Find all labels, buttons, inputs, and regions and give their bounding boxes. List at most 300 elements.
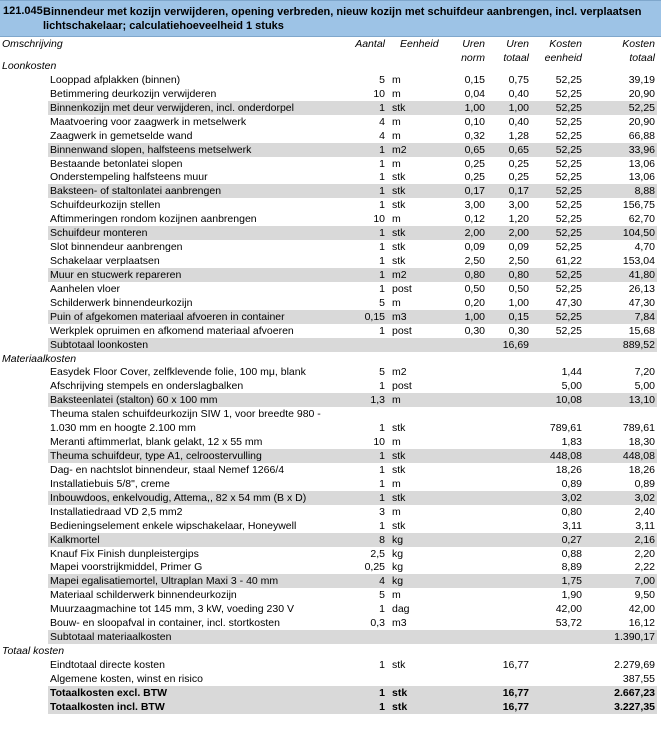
cell-aantal: 4 [379, 129, 385, 142]
cell-kosten-eenheid: 5,00 [561, 380, 582, 393]
table-row [0, 533, 661, 547]
cell-kosten-totaal: 62,70 [628, 213, 655, 226]
cell-description: Bedieningselement enkele wipschakelaar, Honeywell [50, 519, 297, 532]
cell-kosten-eenheid: 10,08 [555, 394, 582, 407]
cell-eenheid: stk [392, 463, 406, 476]
cell-description: Mapei egalisatiemortel, Ultraplan Maxi 3 - 40 mm [50, 575, 279, 588]
cell-kosten-eenheid: 52,25 [555, 324, 582, 337]
cell-aantal: 0,3 [370, 617, 385, 630]
cell-kosten-totaal: 7,00 [634, 575, 655, 588]
cell-kosten-totaal: 7,20 [634, 366, 655, 379]
table-row [0, 686, 661, 700]
cell-kosten-totaal: 2,16 [634, 533, 655, 546]
cell-kosten-eenheid: 52,25 [555, 115, 582, 128]
table-row [0, 157, 661, 171]
cell-description: Inbouwdoos, enkelvoudig, Attema,, 82 x 54 mm (B x D) [50, 491, 307, 504]
cell-uren-norm: 0,09 [464, 241, 485, 254]
table-row [0, 87, 661, 101]
cell-description: Eindtotaal directe kosten [50, 658, 165, 671]
cell-kosten-eenheid: 8,89 [561, 561, 582, 574]
cell-description: 1.030 mm en hoogte 2.100 mm [50, 422, 196, 435]
cell-kosten-totaal: 47,30 [628, 296, 655, 309]
cell-kosten-totaal: 13,06 [628, 171, 655, 184]
table-row [0, 407, 661, 421]
table-row [0, 630, 661, 644]
item-title: Binnendeur met kozijn verwijderen, opening verbreden, nieuw kozijn met schuifdeur aanbrengen, incl. verplaatsen lichtschakelaar; calculatiehoeveelheid 1 stuks [43, 6, 642, 32]
cell-uren-norm: 0,30 [464, 324, 485, 337]
cell-description: Maatvoering voor zaagwerk in metselwerk [50, 115, 247, 128]
cell-kosten-totaal: 2,20 [634, 547, 655, 560]
cell-description: Schilderwerk binnendeurkozijn [50, 296, 193, 309]
table-row [0, 700, 661, 714]
cell-description: Muurzaagmachine tot 145 mm, 3 kW, voeding 230 V [50, 603, 294, 616]
cell-eenheid: m2 [392, 143, 407, 156]
cell-kosten-eenheid: 1,75 [561, 575, 582, 588]
cell-kosten-totaal: 2,40 [634, 505, 655, 518]
cell-kosten-totaal: 2.667,23 [614, 686, 655, 699]
table-row [0, 268, 661, 282]
cell-description: Binnenwand slopen, halfsteens metselwerk [50, 143, 252, 156]
cell-uren-totaal: 0,17 [508, 185, 529, 198]
cell-uren-totaal: 2,50 [508, 255, 529, 268]
cell-kosten-totaal: 42,00 [628, 603, 655, 616]
cell-aantal: 4 [379, 575, 385, 588]
cell-kosten-totaal: 9,50 [634, 589, 655, 602]
cell-eenheid: m [392, 505, 401, 518]
cell-kosten-eenheid: 42,00 [555, 603, 582, 616]
cell-kosten-totaal: 789,61 [622, 422, 655, 435]
table-row [0, 73, 661, 87]
item-code: 121.045 [3, 5, 43, 17]
cell-eenheid: m [392, 73, 401, 86]
cell-aantal: 1 [379, 268, 385, 281]
table-row [0, 282, 661, 296]
cell-eenheid: stk [392, 227, 406, 240]
cell-kosten-eenheid: 52,25 [555, 227, 582, 240]
cell-eenheid: m [392, 394, 401, 407]
cell-description: Baksteen- of staltonlatei aanbrengen [50, 185, 222, 198]
section-heading [0, 352, 661, 366]
table-row [0, 212, 661, 226]
cell-eenheid: m [392, 589, 401, 602]
table-row [0, 477, 661, 491]
cell-kosten-totaal: 104,50 [622, 227, 655, 240]
cell-kosten-eenheid: 52,25 [555, 310, 582, 323]
cell-uren-totaal: 1,00 [508, 101, 529, 114]
cell-description: Slot binnendeur aanbrengen [50, 241, 183, 254]
table-row [0, 310, 661, 324]
cell-eenheid: m [392, 157, 401, 170]
cell-eenheid: stk [392, 171, 406, 184]
table-row [0, 421, 661, 435]
cell-kosten-totaal: 26,13 [628, 282, 655, 295]
table-row [0, 547, 661, 561]
cell-aantal: 1 [379, 101, 385, 114]
cell-description: Aftimmeringen rondom kozijnen aanbrengen [50, 213, 257, 226]
cell-kosten-eenheid: 52,25 [555, 282, 582, 295]
cell-description: Werkplek opruimen en afkomend materiaal afvoeren [50, 324, 294, 337]
section-label: Materiaalkosten [2, 352, 77, 365]
cell-uren-norm: 1,00 [464, 101, 485, 114]
cell-kosten-totaal: 13,10 [628, 394, 655, 407]
cell-kosten-eenheid: 53,72 [555, 617, 582, 630]
col-kosten-eenheid-sub: eenheid [544, 52, 582, 64]
table-row [0, 101, 661, 115]
cell-kosten-totaal: 0,89 [634, 477, 655, 490]
section-heading [0, 59, 661, 73]
cell-aantal: 1 [379, 324, 385, 337]
cell-aantal: 2,5 [370, 547, 385, 560]
cell-aantal: 1 [379, 700, 385, 713]
cell-kosten-totaal: 66,88 [628, 129, 655, 142]
cell-kosten-totaal: 16,12 [628, 617, 655, 630]
cell-uren-norm: 0,04 [464, 87, 485, 100]
cell-uren-totaal: 16,77 [502, 686, 529, 699]
cell-aantal: 1 [379, 227, 385, 240]
cell-uren-norm: 0,50 [464, 282, 485, 295]
table-row [0, 198, 661, 212]
cell-description: Baksteenlatei (stalton) 60 x 100 mm [50, 394, 218, 407]
cell-kosten-totaal: 5,00 [634, 380, 655, 393]
cell-uren-totaal: 0,30 [508, 324, 529, 337]
cell-eenheid: post [392, 380, 412, 393]
cell-uren-totaal: 16,69 [502, 338, 529, 351]
cell-kosten-eenheid: 52,25 [555, 199, 582, 212]
cell-kosten-totaal: 20,90 [628, 87, 655, 100]
cell-eenheid: kg [392, 547, 404, 560]
cell-uren-totaal: 0,25 [508, 157, 529, 170]
table-row [0, 491, 661, 505]
cell-kosten-totaal: 20,90 [628, 115, 655, 128]
cell-uren-totaal: 16,77 [502, 658, 529, 671]
cell-aantal: 10 [373, 213, 385, 226]
cell-eenheid: m [392, 477, 401, 490]
table-row [0, 170, 661, 184]
cell-kosten-totaal: 3.227,35 [614, 700, 655, 713]
cell-kosten-totaal: 3,02 [634, 491, 655, 504]
cell-uren-norm: 1,00 [464, 310, 485, 323]
cell-aantal: 5 [379, 296, 385, 309]
cell-eenheid: stk [392, 185, 406, 198]
cell-uren-norm: 0,25 [464, 171, 485, 184]
cell-eenheid: kg [392, 575, 404, 588]
cell-kosten-totaal: 889,52 [622, 338, 655, 351]
table-row [0, 658, 661, 672]
cell-uren-norm: 0,20 [464, 296, 485, 309]
cell-description: Schuifdeurkozijn stellen [50, 199, 161, 212]
cell-uren-norm: 0,25 [464, 157, 485, 170]
cell-aantal: 5 [379, 589, 385, 602]
cell-description: Binnenkozijn met deur verwijderen, incl. onderdorpel [50, 101, 294, 114]
cell-aantal: 0,15 [364, 310, 385, 323]
cell-uren-norm: 0,80 [464, 268, 485, 281]
cell-eenheid: stk [392, 700, 408, 713]
table-row [0, 379, 661, 393]
cell-uren-totaal: 0,50 [508, 282, 529, 295]
cell-kosten-totaal: 2,22 [634, 561, 655, 574]
table-row [0, 393, 661, 407]
cell-description: Puin of afgekomen materiaal afvoeren in container [50, 310, 285, 323]
cell-uren-norm: 0,10 [464, 115, 485, 128]
cell-aantal: 1 [379, 171, 385, 184]
cell-eenheid: stk [392, 519, 406, 532]
cell-kosten-eenheid: 789,61 [549, 422, 582, 435]
col-omschrijving: Omschrijving [2, 38, 63, 50]
table-row [0, 143, 661, 157]
col-uren-totaal: Uren [506, 38, 529, 50]
col-kosten-eenheid: Kosten [549, 38, 582, 50]
cell-description: Schuifdeur monteren [50, 227, 148, 240]
cell-kosten-totaal: 52,25 [628, 101, 655, 114]
cell-uren-totaal: 1,00 [508, 296, 529, 309]
table-row [0, 505, 661, 519]
col-uren-norm-sub: norm [461, 52, 485, 64]
cell-uren-norm: 0,65 [464, 143, 485, 156]
cell-aantal: 1 [379, 491, 385, 504]
table-row [0, 254, 661, 268]
cell-description: Subtotaal materiaalkosten [50, 631, 172, 644]
cell-kosten-totaal: 15,68 [628, 324, 655, 337]
table-row [0, 519, 661, 533]
cell-aantal: 1 [379, 422, 385, 435]
cell-aantal: 4 [379, 115, 385, 128]
cell-kosten-totaal: 1.390,17 [614, 631, 655, 644]
table-row [0, 616, 661, 630]
col-eenheid: Eenheid [400, 38, 439, 50]
cell-aantal: 1 [379, 199, 385, 212]
cell-aantal: 1 [379, 686, 385, 699]
cell-kosten-totaal: 7,84 [634, 310, 655, 323]
cell-kosten-totaal: 8,88 [634, 185, 655, 198]
cell-aantal: 1 [379, 658, 385, 671]
cell-eenheid: kg [392, 561, 404, 574]
cell-uren-totaal: 0,15 [508, 310, 529, 323]
cell-aantal: 1 [379, 477, 385, 490]
cell-kosten-eenheid: 52,25 [555, 185, 582, 198]
cell-description: Theuma schuifdeur, type A1, celroostervulling [50, 450, 262, 463]
col-uren-norm: Uren [462, 38, 485, 50]
cell-eenheid: dag [392, 603, 410, 616]
cell-aantal: 10 [373, 87, 385, 100]
cell-kosten-eenheid: 0,80 [561, 505, 582, 518]
cell-eenheid: m [392, 436, 401, 449]
cell-eenheid: stk [392, 101, 406, 114]
cell-aantal: 1 [379, 282, 385, 295]
col-aantal: Aantal [355, 38, 385, 50]
cell-description: Materiaal schilderwerk binnendeurkozijn [50, 589, 237, 602]
table-row [0, 672, 661, 686]
item-header [0, 0, 661, 37]
cell-kosten-eenheid: 3,11 [562, 519, 582, 532]
cell-kosten-eenheid: 52,25 [555, 171, 582, 184]
col-kosten-totaal-sub: totaal [629, 52, 655, 64]
cell-kosten-totaal: 4,70 [634, 241, 655, 254]
table-row [0, 365, 661, 379]
cell-description: Dag- en nachtslot binnendeur, staal Nemef 1266/4 [50, 463, 285, 476]
cell-kosten-totaal: 18,26 [628, 463, 655, 476]
cell-description: Installatiedraad VD 2,5 mm2 [50, 505, 183, 518]
cell-uren-norm: 0,32 [464, 129, 485, 142]
cell-uren-totaal: 0,75 [508, 73, 529, 86]
cell-kosten-totaal: 18,30 [628, 436, 655, 449]
cell-aantal: 5 [379, 366, 385, 379]
cell-kosten-eenheid: 1,83 [561, 436, 582, 449]
cell-description: Afschrijving stempels en onderslagbalken [50, 380, 244, 393]
table-row [0, 338, 661, 352]
cell-eenheid: stk [392, 199, 406, 212]
cell-description: Looppad afplakken (binnen) [50, 73, 181, 86]
cell-eenheid: m2 [392, 366, 407, 379]
table-row [0, 463, 661, 477]
table-row [0, 240, 661, 254]
section-label: Loonkosten [2, 60, 57, 72]
cell-eenheid: stk [392, 241, 406, 254]
section-label: Totaal kosten [2, 645, 65, 658]
cell-aantal: 1 [379, 157, 385, 170]
cell-aantal: 1 [379, 380, 385, 393]
cell-kosten-eenheid: 52,25 [555, 129, 582, 142]
cell-description: Betimmering deurkozijn verwijderen [50, 87, 217, 100]
cell-description: Kalkmortel [50, 533, 100, 546]
cell-uren-totaal: 0,40 [508, 115, 529, 128]
cell-eenheid: stk [392, 422, 406, 435]
cell-uren-totaal: 3,00 [508, 199, 529, 212]
cell-description: Mapei voorstrijkmiddel, Primer G [50, 561, 203, 574]
cell-uren-norm: 0,17 [464, 185, 485, 198]
cell-aantal: 1 [379, 519, 385, 532]
cell-kosten-totaal: 156,75 [622, 199, 655, 212]
cell-kosten-eenheid: 448,08 [549, 450, 582, 463]
table-row [0, 226, 661, 240]
cell-description: Zaagwerk in gemetselde wand [50, 129, 193, 142]
cell-kosten-totaal: 13,06 [628, 157, 655, 170]
cell-description: Knauf Fix Finish dunpleistergips [50, 547, 199, 560]
cell-kosten-eenheid: 52,25 [555, 143, 582, 156]
cell-uren-totaal: 0,65 [508, 143, 529, 156]
cell-aantal: 1 [379, 463, 385, 476]
cell-description: Theuma stalen schuifdeurkozijn SIW 1, voor breedte 980 - [50, 408, 321, 421]
cell-aantal: 8 [379, 533, 385, 546]
cell-kosten-eenheid: 52,25 [555, 73, 582, 86]
cell-kosten-eenheid: 1,90 [561, 589, 582, 602]
cell-kosten-eenheid: 52,25 [555, 213, 582, 226]
cell-description: Easydek Floor Cover, zelfklevende folie, 100 mμ, blank [50, 366, 306, 379]
cell-kosten-totaal: 39,19 [628, 73, 655, 86]
cell-aantal: 0,25 [364, 561, 385, 574]
cell-uren-totaal: 16,77 [502, 700, 529, 713]
cell-eenheid: m [392, 213, 401, 226]
cell-uren-totaal: 2,00 [508, 227, 529, 240]
table-row [0, 588, 661, 602]
table-row [0, 296, 661, 310]
cell-uren-totaal: 1,20 [508, 213, 529, 226]
cell-eenheid: m [392, 87, 401, 100]
cell-eenheid: m [392, 296, 401, 309]
cell-eenheid: m [392, 129, 401, 142]
table-row [0, 115, 661, 129]
cell-aantal: 1 [379, 450, 385, 463]
cell-kosten-totaal: 3,11 [635, 519, 655, 532]
cell-uren-norm: 2,00 [464, 227, 485, 240]
cell-description: Schakelaar verplaatsen [50, 255, 160, 268]
cell-description: Installatiebuis 5/8", creme [50, 477, 170, 490]
table-row [0, 574, 661, 588]
cell-eenheid: kg [392, 533, 404, 546]
cell-eenheid: m [392, 115, 401, 128]
table-row [0, 602, 661, 616]
cell-description: Aanhelen vloer [50, 282, 121, 295]
cell-eenheid: m3 [392, 310, 407, 323]
cell-kosten-totaal: 41,80 [628, 268, 655, 281]
cell-kosten-eenheid: 61,22 [555, 255, 582, 268]
cell-kosten-totaal: 448,08 [622, 450, 655, 463]
cell-description: Muur en stucwerk repareren [50, 268, 182, 281]
cell-kosten-eenheid: 3,02 [561, 491, 582, 504]
cell-description: Algemene kosten, winst en risico [50, 672, 203, 685]
cell-kosten-eenheid: 52,25 [555, 101, 582, 114]
table-row [0, 560, 661, 574]
cell-aantal: 3 [379, 505, 385, 518]
table-row [0, 435, 661, 449]
table-row [0, 449, 661, 463]
cell-eenheid: stk [392, 658, 406, 671]
cell-uren-norm: 0,12 [464, 213, 485, 226]
cell-description: Totaalkosten excl. BTW [50, 686, 168, 699]
cell-aantal: 10 [373, 436, 385, 449]
cell-kosten-totaal: 33,96 [628, 143, 655, 156]
cell-eenheid: post [392, 282, 412, 295]
cell-kosten-eenheid: 52,25 [555, 268, 582, 281]
cell-uren-totaal: 0,40 [508, 87, 529, 100]
cell-description: Subtotaal loonkosten [50, 338, 149, 351]
table-row [0, 184, 661, 198]
cell-kosten-totaal: 2.279,69 [614, 658, 655, 671]
cell-kosten-totaal: 387,55 [622, 672, 655, 685]
cell-eenheid: stk [392, 450, 406, 463]
col-uren-totaal-sub: totaal [503, 52, 529, 64]
cell-kosten-eenheid: 52,25 [555, 241, 582, 254]
cell-uren-totaal: 0,09 [508, 241, 529, 254]
col-kosten-totaal: Kosten [622, 38, 655, 50]
cell-uren-norm: 2,50 [464, 255, 485, 268]
table-row [0, 129, 661, 143]
cell-description: Totaalkosten incl. BTW [50, 700, 165, 713]
cell-aantal: 1 [379, 255, 385, 268]
cell-aantal: 1 [379, 241, 385, 254]
cell-aantal: 1 [379, 143, 385, 156]
cell-eenheid: stk [392, 255, 406, 268]
cell-description: Meranti aftimmerlat, blank gelakt, 12 x 55 mm [50, 436, 263, 449]
cell-eenheid: m2 [392, 268, 407, 281]
cell-kosten-eenheid: 47,30 [555, 296, 582, 309]
cell-description: Onderstempeling halfsteens muur [50, 171, 208, 184]
cell-eenheid: stk [392, 686, 408, 699]
cell-kosten-eenheid: 18,26 [555, 463, 582, 476]
cell-aantal: 1 [379, 603, 385, 616]
cell-eenheid: post [392, 324, 412, 337]
cell-kosten-eenheid: 1,44 [561, 366, 582, 379]
cell-aantal: 1 [379, 185, 385, 198]
section-heading [0, 644, 661, 658]
cell-eenheid: stk [392, 491, 406, 504]
cell-uren-totaal: 0,25 [508, 171, 529, 184]
cell-kosten-eenheid: 0,27 [561, 533, 582, 546]
cell-kosten-eenheid: 0,89 [561, 477, 582, 490]
cell-uren-totaal: 1,28 [508, 129, 529, 142]
cell-kosten-totaal: 153,04 [622, 255, 655, 268]
cell-uren-norm: 3,00 [464, 199, 485, 212]
cell-kosten-eenheid: 52,25 [555, 87, 582, 100]
